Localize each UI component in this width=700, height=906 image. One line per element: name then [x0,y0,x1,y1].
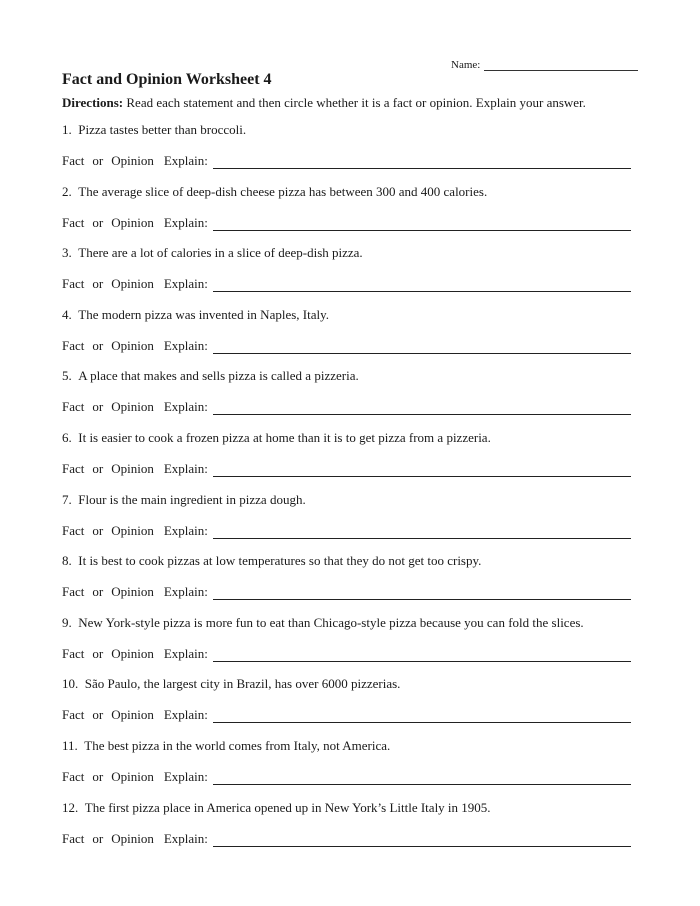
question-text: The first pizza place in America opened up in New York’s Little Italy in 1905. [84,799,491,815]
answer-row [62,584,631,600]
directions [62,95,586,111]
opinion-option[interactable]: Opinion [111,645,154,661]
explain-answer-line[interactable] [213,339,631,354]
explain-answer-line[interactable] [213,647,631,662]
fact-option[interactable]: Fact [62,584,85,600]
question-text: There are a lot of calories in a slice of deep-dish pizza. [78,245,363,261]
opinion-option[interactable]: Opinion [111,399,154,415]
question-statement [62,245,363,261]
directions-text: Read each statement and then circle whether it is a fact or opinion. Explain your answer. [123,95,586,110]
question-statement [62,492,306,508]
explain-label: Explain: [163,399,208,415]
or-label: or [92,460,104,476]
explain-answer-line[interactable] [213,277,631,292]
question-item [62,676,636,738]
fact-option[interactable]: Fact [62,645,85,661]
explain-label: Explain: [163,707,208,723]
explain-label: Explain: [163,337,208,353]
explain-answer-line[interactable] [213,154,631,169]
question-number: 4. [62,306,72,322]
fact-option[interactable]: Fact [62,153,85,168]
explain-label: Explain: [163,830,208,846]
question-item [62,430,636,492]
explain-label: Explain: [163,645,208,661]
explain-answer-line[interactable] [213,400,631,415]
answer-row [62,769,631,785]
explain-answer-line[interactable] [213,524,631,539]
answer-row [62,461,631,477]
question-number: 3. [62,245,72,261]
question-item [62,122,636,184]
question-item [62,368,636,430]
or-label: or [92,645,104,661]
answer-row [62,338,631,354]
question-item [62,492,636,554]
opinion-option[interactable]: Opinion [111,337,154,353]
question-number: 12. [62,799,79,815]
explain-label: Explain: [163,460,208,476]
name-label: Name: [451,59,481,71]
answer-row [62,399,631,415]
fact-option[interactable]: Fact [62,337,85,353]
question-statement [62,553,481,569]
question-number: 11. [62,737,78,753]
question-text: The modern pizza was invented in Naples, Italy. [78,306,330,322]
question-number: 6. [62,429,72,445]
opinion-option[interactable]: Opinion [111,276,154,292]
explain-label: Explain: [163,214,208,230]
question-number: 10. [62,676,79,692]
answer-row [62,215,631,231]
question-text: The best pizza in the world comes from Italy, not America. [84,737,391,753]
explain-answer-line[interactable] [213,770,631,785]
opinion-option[interactable]: Opinion [111,460,154,476]
question-item [62,245,636,307]
opinion-option[interactable]: Opinion [111,830,154,846]
answer-row [62,831,631,847]
question-number: 7. [62,491,72,507]
explain-label: Explain: [163,584,208,600]
question-statement [62,307,329,323]
fact-option[interactable]: Fact [62,768,85,784]
or-label: or [92,768,104,784]
question-list [62,122,636,861]
answer-row [62,707,631,723]
or-label: or [92,337,104,353]
question-statement [62,122,246,138]
question-number: 8. [62,553,72,569]
question-statement [62,800,491,816]
opinion-option[interactable]: Opinion [111,522,154,538]
answer-row [62,646,631,662]
question-statement [62,615,584,631]
or-label: or [92,399,104,415]
question-statement [62,676,400,692]
or-label: or [92,522,104,538]
opinion-option[interactable]: Opinion [111,768,154,784]
question-item [62,307,636,369]
question-text: São Paulo, the largest city in Brazil, has over 6000 pizzerias. [84,676,401,692]
explain-label: Explain: [163,276,208,292]
fact-option[interactable]: Fact [62,399,85,415]
question-item [62,184,636,246]
or-label: or [92,584,104,600]
page-title: Fact and Opinion Worksheet 4 [62,71,272,88]
opinion-option[interactable]: Opinion [111,707,154,723]
opinion-option[interactable]: Opinion [111,153,154,168]
question-item [62,553,636,615]
name-input-line[interactable] [484,58,638,71]
explain-label: Explain: [163,768,208,784]
explain-label: Explain: [163,153,208,168]
question-item [62,615,636,677]
or-label: or [92,830,104,846]
or-label: or [92,153,104,168]
question-statement [62,184,487,200]
explain-answer-line[interactable] [213,462,631,477]
fact-option[interactable]: Fact [62,276,85,292]
explain-answer-line[interactable] [213,832,631,847]
or-label: or [92,707,104,723]
question-statement [62,430,491,446]
question-statement [62,368,359,384]
question-text: Flour is the main ingredient in pizza dough. [78,491,306,507]
fact-option[interactable]: Fact [62,830,85,846]
explain-answer-line[interactable] [213,585,631,600]
or-label: or [92,276,104,292]
question-text: It is easier to cook a frozen pizza at home than it is to get pizza from a pizzeria. [78,429,491,445]
fact-option[interactable]: Fact [62,522,85,538]
question-number: 9. [62,614,72,630]
name-field-row [451,58,638,71]
question-text: The average slice of deep-dish cheese pizza has between 300 and 400 calories. [78,183,488,199]
question-number: 1. [62,122,72,137]
explain-answer-line[interactable] [213,216,631,231]
question-number: 5. [62,368,72,384]
answer-row [62,276,631,292]
or-label: or [92,214,104,230]
explain-label: Explain: [163,522,208,538]
opinion-option[interactable]: Opinion [111,214,154,230]
fact-option[interactable]: Fact [62,460,85,476]
explain-answer-line[interactable] [213,708,631,723]
question-text: A place that makes and sells pizza is called a pizzeria. [78,368,359,384]
fact-option[interactable]: Fact [62,707,85,723]
answer-row [62,153,631,169]
answer-row [62,523,631,539]
question-text: It is best to cook pizzas at low temperatures so that they do not get too crispy. [78,553,482,569]
fact-option[interactable]: Fact [62,214,85,230]
question-item [62,738,636,800]
question-number: 2. [62,183,72,199]
question-text: Pizza tastes better than broccoli. [78,122,247,137]
question-text: New York-style pizza is more fun to eat than Chicago-style pizza because you can fold the slices. [78,614,584,630]
directions-label: Directions: [62,95,124,110]
opinion-option[interactable]: Opinion [111,584,154,600]
question-statement [62,738,390,754]
question-item [62,800,636,862]
